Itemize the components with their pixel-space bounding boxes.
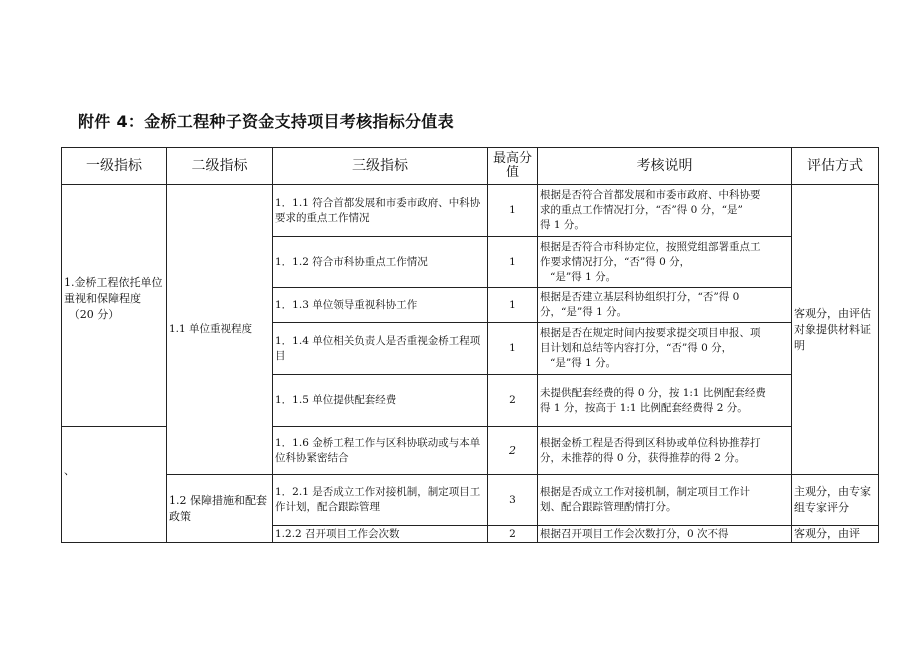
level3-cell: 1．1.5 单位提供配套经费 xyxy=(273,375,488,427)
header-row xyxy=(62,148,879,185)
explain-cell xyxy=(538,526,792,543)
level3-cell: 1．1.6 金桥工程工作与区科协联动或与本单位科协紧密结合 xyxy=(273,427,488,475)
header-explain: 考核说明 xyxy=(538,148,792,185)
level1-points: （20 分） xyxy=(68,308,120,321)
header-level3: 三级指标 xyxy=(273,148,488,185)
explain-line: 未提供配套经费的得 0 分，按 1:1 比例配套经费 xyxy=(540,386,766,399)
level2-label: 1.1 单位重视程度 xyxy=(169,323,253,335)
explain-line: 得 1 分。 xyxy=(540,219,585,231)
score-cell: 2 xyxy=(488,526,538,543)
document-title: 附件 4：金桥工程种子资金支持项目考核指标分值表 xyxy=(78,112,454,131)
score-cell: 1 xyxy=(488,185,538,237)
level3-cell: 1.2.2 召开项目工作会次数 xyxy=(273,526,488,543)
explain-cell xyxy=(538,288,792,323)
explain-line: 分，“是”得 1 分。 xyxy=(540,306,628,318)
level2-cell-1 xyxy=(167,185,273,475)
level3-cell: 1．1.4 单位相关负责人是否重视金桥工程项目 xyxy=(273,323,488,375)
explain-cell xyxy=(538,323,792,375)
explain-line: 根据是否符合首都发展和市委市政府、中科协要 xyxy=(540,189,761,201)
table-row xyxy=(62,185,879,237)
level2-cell-2: 1.2 保障措施和配套政策 xyxy=(167,475,273,543)
level3-cell: 1．2.1 是否成立工作对接机制，制定项目工作计划，配合跟踪管理 xyxy=(273,475,488,526)
method-cell-3: 客观分，由评 xyxy=(792,526,879,543)
explain-line: 划、配合跟踪管理酌情打分。 xyxy=(540,501,677,513)
header-method: 评估方式 xyxy=(792,148,879,185)
level3-cell: 1．1.3 单位领导重视科协工作 xyxy=(273,288,488,323)
explain-line: 作要求情况打分，“否”得 0 分， xyxy=(540,255,691,268)
method-cell-1: 客观分，由评估对象提供材料证明 xyxy=(792,185,879,475)
explain-line: 根据是否在规定时间内按要求提交项目申报、项 xyxy=(540,327,761,339)
explain-line: 目计划和总结等内容打分，“否”得 0 分， xyxy=(540,342,733,354)
score-cell: 1 xyxy=(488,323,538,375)
method-cell-2: 主观分，由专家组专家评分 xyxy=(792,475,879,526)
score-cell: 3 xyxy=(488,475,538,526)
stray-mark: 、 xyxy=(64,464,75,477)
header-level2: 二级指标 xyxy=(167,148,273,185)
score-cell: 1 xyxy=(488,288,538,323)
explain-line: 得 1 分，按高于 1:1 比例配套经费得 2 分。 xyxy=(540,401,748,414)
explain-cell xyxy=(538,237,792,288)
explain-line: “是”得 1 分。 xyxy=(550,270,617,283)
explain-line: 根据是否符合市科协定位，按照党组部署重点工 xyxy=(540,240,761,253)
explain-line: 根据召开项目工作会次数打分，0 次不得 xyxy=(540,527,729,540)
header-level1: 一级指标 xyxy=(62,148,167,185)
explain-line: 求的重点工作情况打分，“否”得 0 分，“是” xyxy=(540,204,743,216)
score-cell: 1 xyxy=(488,237,538,288)
explain-line: 根据是否成立工作对接机制，制定项目工作计 xyxy=(540,486,750,498)
explain-line: 根据是否建立基层科协组织打分，“否”得 0 xyxy=(540,291,740,303)
explain-cell xyxy=(538,427,792,475)
assessment-table xyxy=(61,147,879,543)
explain-line: 分，未推荐的得 0 分，获得推荐的得 2 分。 xyxy=(540,451,746,464)
explain-line: 根据金桥工程是否得到区科协或单位科协推荐打 xyxy=(540,436,761,449)
level1-title: 1.金桥工程依托单位重视和保障程度 xyxy=(64,276,163,305)
level1-cell xyxy=(62,185,167,427)
header-score: 最高分值 xyxy=(488,148,538,185)
score-cell: 2 xyxy=(488,375,538,427)
explain-cell xyxy=(538,475,792,526)
explain-line: “是”得 1 分。 xyxy=(550,357,617,369)
level1-lower-cell xyxy=(62,427,167,543)
explain-cell xyxy=(538,375,792,427)
level3-cell: 1．1.1 符合首都发展和市委市政府、中科协要求的重点工作情况 xyxy=(273,185,488,237)
score-cell: 2 xyxy=(488,427,538,475)
table-row xyxy=(62,475,879,526)
explain-cell xyxy=(538,185,792,237)
level3-cell: 1．1.2 符合市科协重点工作情况 xyxy=(273,237,488,288)
